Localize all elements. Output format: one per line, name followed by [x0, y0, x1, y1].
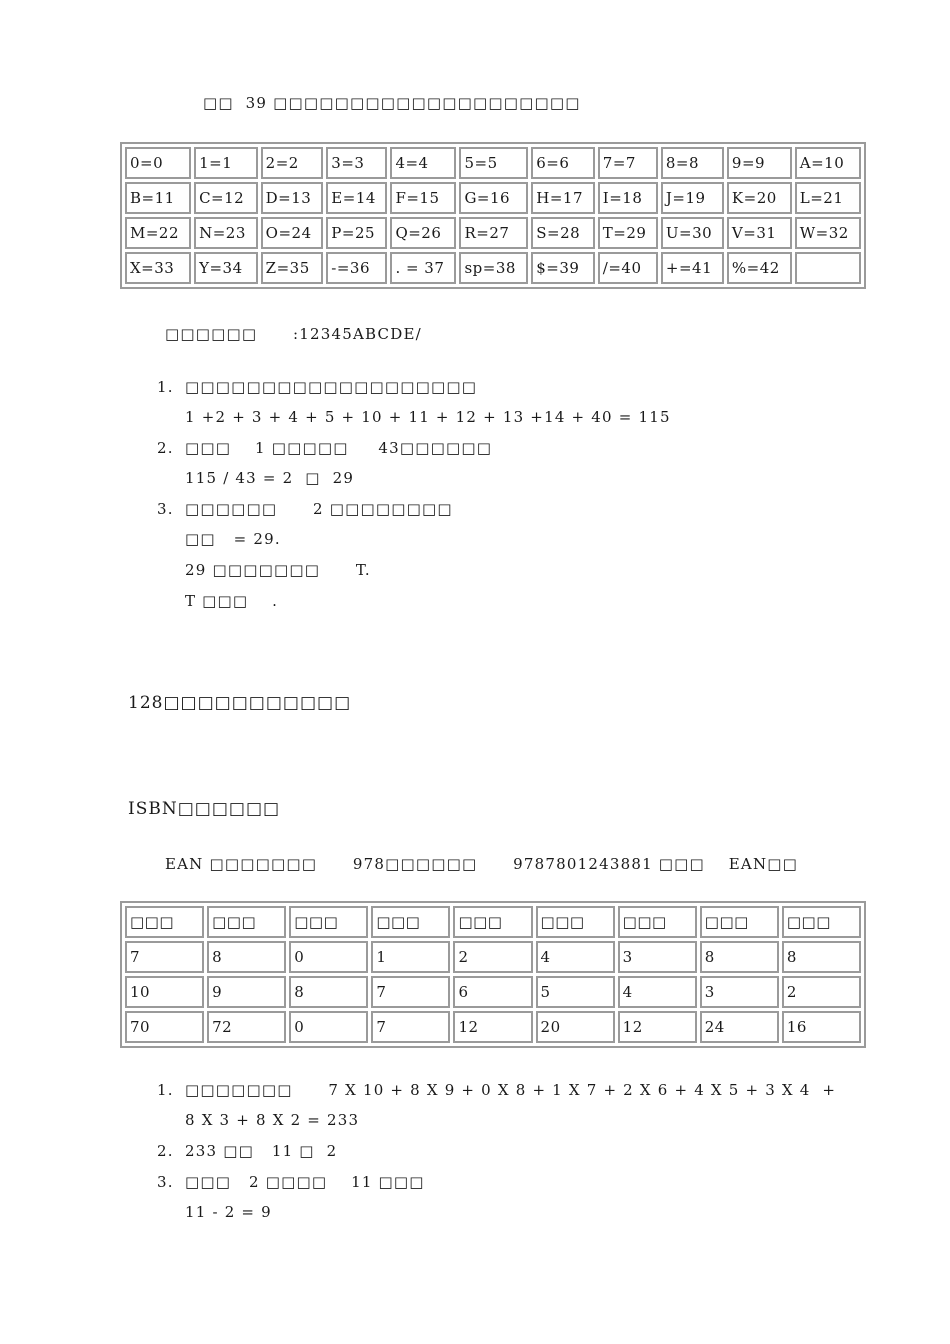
code39-step-1-text: □□□□□□□□□□□□□□□□□□□	[185, 378, 478, 396]
isbn-intro: EAN □□□□□□□ 978□□□□□□ 9787801243881 □□□ EAN□□	[165, 855, 799, 873]
code39-step-1-num: 1.	[157, 378, 174, 396]
isbn-table-cell: 24	[700, 1011, 779, 1043]
isbn-heading: ISBN□□□□□□	[128, 799, 281, 819]
code39-table-cell: I=18	[598, 182, 658, 214]
code39-table-cell: +=41	[661, 252, 724, 284]
code39-table-row	[125, 252, 861, 284]
code39-step-3-detail-line: □□ = 29.	[185, 530, 281, 548]
code39-table-row	[125, 147, 861, 179]
isbn-step-3-num: 3.	[157, 1173, 174, 1191]
code39-step-2-num: 2.	[157, 439, 174, 457]
code39-table-cell: M=22	[125, 217, 191, 249]
isbn-table-cell: 20	[536, 1011, 615, 1043]
code39-example: □□□□□□ :12345ABCDE/	[165, 325, 422, 343]
code39-step-3-num: 3.	[157, 500, 174, 518]
code39-table-cell: /=40	[598, 252, 658, 284]
code39-step-3-detail-line: 29 □□□□□□□ T.	[185, 561, 371, 579]
code39-table-cell: G=16	[459, 182, 528, 214]
isbn-step-2-num: 2.	[157, 1142, 174, 1160]
code39-table-cell: T=29	[598, 217, 658, 249]
isbn-step-3-text: □□□ 2 □□□□ 11 □□□	[185, 1173, 425, 1191]
isbn-step-1-num: 1.	[157, 1081, 174, 1099]
code39-table-cell: 9=9	[727, 147, 792, 179]
isbn-table-cell: 70	[125, 1011, 204, 1043]
isbn-table-cell: □□□	[453, 906, 532, 938]
code39-table-cell: J=19	[661, 182, 724, 214]
isbn-table-row	[125, 1011, 861, 1043]
isbn-table-cell: 12	[453, 1011, 532, 1043]
code39-table-cell: sp=38	[459, 252, 528, 284]
isbn-table-cell: 4	[536, 941, 615, 973]
code39-table-cell: V=31	[727, 217, 792, 249]
code39-table-cell: 6=6	[531, 147, 595, 179]
code39-table-cell: W=32	[795, 217, 861, 249]
isbn-table-cell: □□□	[207, 906, 286, 938]
isbn-table-cell: 4	[618, 976, 697, 1008]
code39-table-cell: X=33	[125, 252, 191, 284]
isbn-table-cell: 3	[700, 976, 779, 1008]
code39-table-cell: P=25	[326, 217, 387, 249]
isbn-table-cell: 7	[125, 941, 204, 973]
code39-step-2-detail: 115 / 43 = 2 □ 29	[185, 469, 355, 487]
code39-step-2-text: □□□ 1 □□□□□ 43□□□□□□	[185, 439, 493, 457]
isbn-table-cell: □□□	[371, 906, 450, 938]
code39-table-cell: $=39	[531, 252, 595, 284]
isbn-step-2-text: 233 □□ 11 □ 2	[185, 1142, 338, 1160]
code39-table-cell: E=14	[326, 182, 387, 214]
code39-table-cell: 3=3	[326, 147, 387, 179]
isbn-table-cell: 8	[289, 976, 368, 1008]
isbn-table-cell: 8	[782, 941, 861, 973]
isbn-table-cell: □□□	[700, 906, 779, 938]
code39-table-cell: F=15	[390, 182, 456, 214]
isbn-weight-table	[120, 901, 866, 1048]
code39-table-cell: 5=5	[459, 147, 528, 179]
isbn-table-cell: 72	[207, 1011, 286, 1043]
code39-table-cell: 7=7	[598, 147, 658, 179]
code39-table-row	[125, 217, 861, 249]
code39-table-cell: U=30	[661, 217, 724, 249]
isbn-table-cell: 5	[536, 976, 615, 1008]
code39-step-1-detail: 1 +2 + 3 + 4 + 5 + 10 + 11 + 12 + 13 +14 + 40 = 115	[185, 408, 671, 426]
code39-table-cell: C=12	[194, 182, 258, 214]
isbn-table-cell: 7	[371, 1011, 450, 1043]
isbn-step-1-detail: 8 X 3 + 8 X 2 = 233	[185, 1111, 360, 1129]
code39-table-cell: 2=2	[261, 147, 324, 179]
isbn-table-cell: 12	[618, 1011, 697, 1043]
isbn-table-cell: 16	[782, 1011, 861, 1043]
isbn-table-cell: □□□	[536, 906, 615, 938]
code39-table-row	[125, 182, 861, 214]
code39-table-cell: K=20	[727, 182, 792, 214]
isbn-table-row	[125, 906, 861, 938]
isbn-table-cell: 8	[700, 941, 779, 973]
code39-table-cell: O=24	[261, 217, 324, 249]
code39-title: □□ 39 □□□□□□□□□□□□□□□□□□□□	[203, 94, 581, 112]
code39-table-cell: S=28	[531, 217, 595, 249]
isbn-table-cell: 10	[125, 976, 204, 1008]
code128-heading: 128□□□□□□□□□□□	[128, 693, 352, 713]
isbn-table-cell: □□□	[125, 906, 204, 938]
code39-table-cell: N=23	[194, 217, 258, 249]
code39-value-table	[120, 142, 866, 289]
isbn-table-row	[125, 941, 861, 973]
code39-table-cell: 0=0	[125, 147, 191, 179]
code39-table-cell: A=10	[795, 147, 861, 179]
isbn-table-cell: 7	[371, 976, 450, 1008]
isbn-table-cell: 3	[618, 941, 697, 973]
isbn-table-cell: □□□	[618, 906, 697, 938]
isbn-table-cell: □□□	[289, 906, 368, 938]
code39-table-cell: B=11	[125, 182, 191, 214]
code39-step-3-detail-line: T □□□ .	[185, 592, 279, 610]
code39-table-cell: 4=4	[390, 147, 456, 179]
code39-step-3-text: □□□□□□ 2 □□□□□□□□	[185, 500, 453, 518]
isbn-table-row	[125, 976, 861, 1008]
isbn-table-cell: □□□	[782, 906, 861, 938]
code39-table-cell: Y=34	[194, 252, 258, 284]
code39-table-cell: L=21	[795, 182, 861, 214]
code39-table-cell: Q=26	[390, 217, 456, 249]
code39-table-cell	[795, 252, 861, 284]
code39-table-cell: 1=1	[194, 147, 258, 179]
isbn-table-cell: 0	[289, 1011, 368, 1043]
isbn-table-cell: 6	[453, 976, 532, 1008]
isbn-step-1-text: □□□□□□□ 7 X 10 + 8 X 9 + 0 X 8 + 1 X 7 + 2 X 6 + 4 X 5 + 3 X 4 +	[185, 1081, 837, 1099]
code39-table-cell: . = 37	[390, 252, 456, 284]
isbn-table-cell: 9	[207, 976, 286, 1008]
isbn-table-cell: 8	[207, 941, 286, 973]
isbn-table-cell: 1	[371, 941, 450, 973]
isbn-table-cell: 2	[782, 976, 861, 1008]
code39-table-cell: Z=35	[261, 252, 324, 284]
code39-table-cell: %=42	[727, 252, 792, 284]
code39-table-cell: D=13	[261, 182, 324, 214]
code39-table-cell: R=27	[459, 217, 528, 249]
isbn-step-3-detail: 11 - 2 = 9	[185, 1203, 272, 1221]
isbn-table-cell: 2	[453, 941, 532, 973]
code39-table-cell: 8=8	[661, 147, 724, 179]
code39-table-cell: H=17	[531, 182, 595, 214]
code39-table-cell: -=36	[326, 252, 387, 284]
isbn-table-cell: 0	[289, 941, 368, 973]
